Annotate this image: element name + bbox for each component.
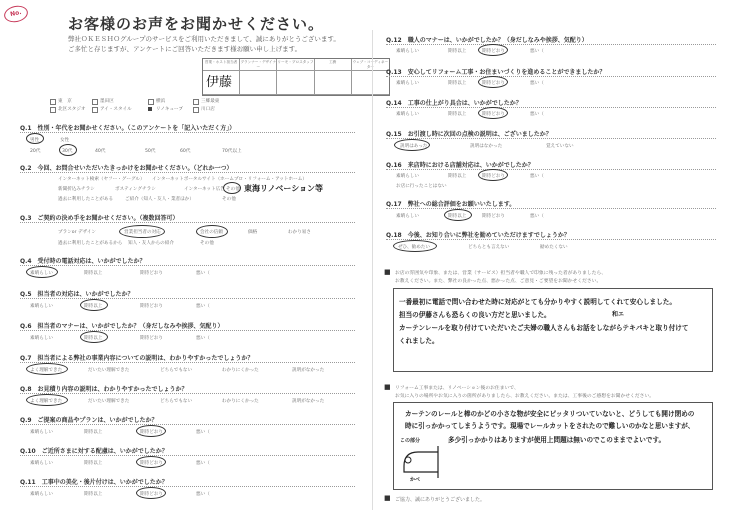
staff-header-sales: 営業・ホスト担当者: [203, 59, 240, 71]
q17-rule: [386, 208, 716, 209]
q5-option[interactable]: 期待どおり: [140, 304, 163, 309]
q4-option[interactable]: 期待どおり: [140, 271, 163, 276]
q10-circle: [136, 456, 166, 468]
staff-header-planner: プランナー・デザイナー: [240, 60, 277, 69]
comment2-line-3: 多少引っかかりはありますが使用上問題は無いのでこのままでよいです。: [448, 436, 666, 444]
q2-other-circle: [223, 182, 241, 194]
q12-option[interactable]: 素晴らしい: [396, 49, 419, 54]
q10-label: Q.10 ご近所さまに対する配慮は、いかがでしたか？: [20, 448, 168, 455]
q14-label: Q.14 工事の仕上がり具合は、いかがでしたか？: [386, 100, 522, 107]
staff-header-construction: 工務: [315, 59, 352, 71]
q13-rule: [386, 76, 716, 77]
q4-option[interactable]: 期待以上: [84, 271, 103, 276]
q14-option[interactable]: 悪い（: [530, 112, 544, 117]
region-checkbox[interactable]: [50, 99, 56, 105]
q3-option[interactable]: わかり易さ: [288, 230, 311, 235]
q8-option[interactable]: よく理解できた: [30, 399, 63, 404]
q12-option[interactable]: 悪い（: [530, 49, 544, 54]
q1-age-30[interactable]: 30代: [62, 149, 73, 154]
q6-option[interactable]: 期待以上: [84, 336, 103, 341]
sketch-caption: かべ: [410, 477, 421, 483]
q5-option[interactable]: 素晴らしい: [30, 304, 53, 309]
region-checkbox[interactable]: [148, 99, 154, 105]
comment2-line-2: 時に引っかかってしまうようです。現場でレールカットをされたので難しいのかなと思いますが、: [405, 422, 695, 430]
q8-option[interactable]: どちらでもない: [160, 399, 193, 404]
q3-label: Q.3 ご契約の決め手をお聞かせください。（複数回答可）: [20, 215, 179, 222]
q9-option[interactable]: 素晴らしい: [30, 430, 53, 435]
q17-option[interactable]: 期待以上: [448, 214, 467, 219]
q3-option[interactable]: 会社の信頼: [200, 230, 223, 235]
comment1-prompt-2: お教えください。また、弊社の良かった点、悪かった点、ご意見・ご要望をお聞かせください。: [395, 279, 602, 284]
q14-option[interactable]: 期待以上: [448, 112, 467, 117]
q13-option[interactable]: 素晴らしい: [396, 81, 419, 86]
q2-option[interactable]: その他: [222, 197, 236, 202]
q12-option[interactable]: 期待以上: [448, 49, 467, 54]
q9-circle: [136, 425, 166, 437]
q14-rule: [386, 107, 716, 108]
footer-bullet-icon: ■: [384, 494, 391, 502]
q5-circle: [80, 299, 108, 311]
staff-cell-planner: [240, 71, 277, 95]
q5-option[interactable]: 期待以上: [84, 304, 103, 309]
staff-header-coordinator: ウェブ・コーディネーター: [352, 60, 389, 69]
staff-table: [202, 58, 390, 96]
q16-circle: [478, 169, 508, 181]
comment1-line-1: 一番最初に電話で問い合わせた時に対応がとても分かりやすく説明してくれて安心しました。: [399, 298, 676, 306]
q10-rule: [20, 455, 355, 456]
q6-option[interactable]: 期待どおり: [140, 336, 163, 341]
q1-age-20[interactable]: 20代: [30, 149, 41, 154]
q1-age-50[interactable]: 50代: [145, 149, 156, 154]
q6-label: Q.6 担当者のマナーは、いかがでしたか？（身だしなみや挨拶、気配り）: [20, 323, 224, 330]
q10-option[interactable]: 悪い（: [196, 461, 210, 466]
comment1-bullet-icon: ■: [384, 268, 391, 276]
q7-circle: [26, 363, 68, 375]
q2-option[interactable]: 過去に利用したことがある: [58, 197, 114, 202]
q3-rule: [20, 222, 355, 223]
region-option: 墨田区: [100, 99, 114, 104]
page-title: お客様のお声をお聞かせください。: [68, 15, 325, 33]
q11-rule: [20, 486, 355, 487]
q7-option[interactable]: よく理解できた: [30, 368, 63, 373]
sketch-label: この部分: [400, 438, 421, 444]
q13-option[interactable]: 悪い（: [530, 81, 544, 86]
q13-option[interactable]: 期待どおり: [482, 81, 505, 86]
q1-age-60[interactable]: 60代: [180, 149, 191, 154]
region-checkbox[interactable]: [92, 99, 98, 105]
q4-label: Q.4 受付時の電話対応は、いかがでしたか？: [20, 258, 146, 265]
region-option: 川口店: [201, 107, 215, 112]
comment2-line-1: カーテンのレールと棒のかどの小さな物が安全にピッタリついていないと、どうしても開け閉めの: [405, 410, 695, 418]
q6-rule: [20, 330, 355, 331]
q4-option[interactable]: 素晴らしい: [30, 271, 53, 276]
region-option: 東 京: [58, 99, 72, 104]
q2-option[interactable]: インターネット広告: [184, 187, 225, 192]
intro-line-1: 弊社ＯＫＥＳＨＯグループのサービスをご利用いただきまして、誠にありがとうございます。: [68, 35, 340, 43]
comment1-line-2: 担当の伊藤さんも恐らくの良い方だと思いました。: [399, 311, 551, 319]
q17-option[interactable]: 素晴らしい: [396, 214, 419, 219]
q1-rule: [20, 132, 355, 133]
q11-option[interactable]: 期待以上: [84, 492, 103, 497]
q3-option[interactable]: 知人・友人からの紹介: [128, 241, 174, 246]
q12-circle: [478, 44, 508, 56]
q2-handwritten-answer: 東海リノベーション等: [244, 183, 324, 193]
survey-number-stamp: No.: [3, 4, 30, 25]
q15-label: Q.15 お引渡し時に次回の点検の説明は、ございましたか？: [386, 131, 552, 138]
q16-label: Q.16 来店時における店舗対応は、いかがでしたか？: [386, 162, 534, 169]
q1-gender-circle: [26, 133, 44, 144]
q7-option[interactable]: どちらでもない: [160, 368, 193, 373]
staff-sign-sales: 伊藤: [203, 71, 240, 95]
q7-rule: [20, 362, 355, 363]
comment1-line-3: カーテンレールを取り付けていただいたご夫婦の職人さんもお話をしながらテキパキと取り付けて: [399, 324, 689, 332]
q16-option[interactable]: 悪い（: [530, 174, 544, 179]
q13-circle: [478, 76, 508, 88]
q2-option[interactable]: インターネットポータルサイト（ホームプロ・リフォーム・アットホーム）: [152, 177, 307, 182]
q9-rule: [20, 424, 355, 425]
q7-label: Q.7 担当者による弊社の事業内容についての説明は、わかりやすかったでしょうか？: [20, 355, 254, 362]
q5-label: Q.5 担当者の対応は、いかがでしたか？: [20, 291, 134, 298]
q5-option[interactable]: 悪い（: [196, 304, 210, 309]
q1-gender-male[interactable]: 男性: [30, 138, 40, 143]
q3-circle-2: [196, 225, 228, 238]
region-checkbox[interactable]: [193, 99, 199, 105]
q3-option[interactable]: 営業担当者の対応: [124, 230, 161, 235]
q11-option[interactable]: 素晴らしい: [30, 492, 53, 497]
q13-option[interactable]: 期待以上: [448, 81, 467, 86]
q11-circle: [136, 487, 166, 499]
q16-option-no-visit[interactable]: お店に行ったことはない: [396, 184, 447, 189]
q3-option[interactable]: 価格: [248, 230, 258, 235]
q18-option[interactable]: ぜひ、勧めたい: [398, 245, 430, 250]
comment2-bullet-icon: ■: [384, 383, 391, 391]
region-option: 北区スタジオ: [58, 107, 86, 112]
staff-header-remo: リーモ・プロスタッフ: [277, 59, 314, 71]
q1-label: Q.1 性別・年代をお聞かせください。（このアンケートを「記入いただく方」）: [20, 125, 236, 132]
q17-option[interactable]: 悪い（: [530, 214, 544, 219]
q8-circle: [26, 394, 68, 406]
q1-gender-female[interactable]: 女性: [60, 138, 70, 143]
q11-option[interactable]: 期待どおり: [140, 492, 163, 497]
region-checkbox[interactable]: [193, 107, 199, 113]
q7-option[interactable]: だいたい理解できた: [88, 368, 130, 373]
q13-label: Q.13 安心してリフォーム工事・お住まいづくりを進めることができましたか？: [386, 69, 606, 76]
comment2-prompt-1: リフォーム工事または、リノベーション後のお住まいで、: [395, 386, 519, 391]
q16-option[interactable]: 素晴らしい: [396, 174, 419, 179]
q17-label: Q.17 弊社への総合評価をお願いいたします。: [386, 201, 516, 208]
q18-circle: [393, 240, 437, 252]
q10-option[interactable]: 期待以上: [84, 461, 103, 466]
q3-circle-1: [119, 225, 165, 238]
comment2-prompt-2: お気に入りの場所やお気に入りの箇所がありましたら、お教えください。または、工事後のご感想をお聞かせください。: [395, 394, 655, 399]
staff-cell-construction: [315, 71, 352, 95]
q15-option[interactable]: 説明はあった: [400, 144, 428, 149]
q11-option[interactable]: 悪い（: [196, 492, 210, 497]
q15-option[interactable]: 覚えていない: [546, 144, 574, 149]
q2-rule: [20, 172, 355, 173]
staff-cell-remo: [277, 71, 314, 95]
region-option: リノキューブ: [156, 107, 183, 112]
q1-age-40[interactable]: 40代: [95, 149, 106, 154]
q18-label: Q.18 今後、お知り合いに弊社を勧めていただけますでしょうか？: [386, 232, 570, 239]
q2-option[interactable]: インターネット検索（ヤフー・グーグル）: [58, 177, 145, 182]
q10-option[interactable]: 素晴らしい: [30, 461, 53, 466]
q15-option[interactable]: 説明はなかった: [470, 144, 503, 149]
q5-rule: [20, 298, 355, 299]
region-option: 横浜: [156, 99, 166, 104]
q2-label: Q.2 今回、お問合せいただいたきっかけをお聞かせください。（どれか一つ）: [20, 165, 233, 172]
q14-option[interactable]: 期待どおり: [482, 112, 505, 117]
comment1-prompt-1: お店の雰囲気や印象、または、営業（サービス）担当者や職人で印象に残った者がありましたら、: [395, 271, 607, 276]
q6-option[interactable]: 素晴らしい: [30, 336, 53, 341]
q4-option[interactable]: 悪い（: [196, 271, 210, 276]
comment1-aside: 和エ: [612, 311, 625, 318]
q8-label: Q.8 お見積り内容の説明は、わかりやすかったでしょうか？: [20, 386, 188, 393]
q2-option[interactable]: ポスティングチラシ: [115, 187, 156, 192]
q18-rule: [386, 239, 716, 240]
q11-label: Q.11 工事中の美化・後片付けは、いかがでしたか？: [20, 479, 168, 486]
q15-rule: [386, 138, 716, 139]
q8-option[interactable]: わかりにくかった: [222, 399, 259, 404]
q14-circle: [478, 107, 508, 119]
q7-option[interactable]: わかりにくかった: [222, 368, 259, 373]
q8-rule: [20, 393, 355, 394]
q9-option[interactable]: 期待以上: [84, 430, 103, 435]
q16-option[interactable]: 期待以上: [448, 174, 467, 179]
q18-option[interactable]: どちらとも言えない: [468, 245, 510, 250]
region-option: アイ・スタイル: [100, 107, 132, 112]
q15-circle: [394, 139, 430, 151]
q3-option[interactable]: 過去に利用したことがあるから: [58, 241, 123, 246]
q14-option[interactable]: 素晴らしい: [396, 112, 419, 117]
q1-age-70[interactable]: 70代以上: [222, 149, 242, 154]
q3-option[interactable]: その他: [200, 241, 214, 246]
staff-cell-coordinator: [352, 71, 389, 95]
q8-option[interactable]: だいたい理解できた: [88, 399, 130, 404]
q1-age-circle: [59, 144, 77, 156]
q12-option[interactable]: 期待どおり: [482, 49, 505, 54]
q17-circle: [444, 209, 472, 221]
region-checkbox[interactable]: [92, 107, 98, 113]
q4-circle: [26, 266, 58, 278]
q9-option[interactable]: 悪い（: [196, 430, 210, 435]
q12-label: Q.12 職人のマナーは、いかがでしたか？（身だしなみや挨拶、気配り）: [386, 37, 588, 44]
comment1-line-4: くれました。: [399, 337, 439, 345]
q6-circle: [80, 331, 108, 343]
q4-rule: [20, 265, 355, 266]
q9-option[interactable]: 期待どおり: [140, 430, 163, 435]
q10-option[interactable]: 期待どおり: [140, 461, 163, 466]
column-divider: [372, 30, 373, 510]
region-option: 三郷最東: [201, 99, 220, 104]
q16-rule: [386, 169, 716, 170]
q18-option[interactable]: 勧めたくない: [540, 245, 568, 250]
intro-line-2: ご多忙と存じますが、アンケートにご回答いただきます様お願い申し上げます。: [68, 45, 302, 53]
q6-option[interactable]: 悪い（: [196, 336, 210, 341]
q8-option[interactable]: 説明がなかった: [292, 399, 325, 404]
q9-label: Q.9 ご提案の商品やプランは、いかがでしたか？: [20, 417, 158, 424]
q12-rule: [386, 44, 716, 45]
q7-option[interactable]: 説明がなかった: [292, 368, 325, 373]
region-checkbox[interactable]: [50, 107, 56, 113]
q2-option[interactable]: ご紹介（知人・友人・業者ほか）: [125, 197, 194, 202]
q17-option[interactable]: 期待どおり: [482, 214, 505, 219]
q16-option[interactable]: 期待どおり: [482, 174, 505, 179]
footer-thanks: ご協力、誠にありがとうございました。: [395, 497, 486, 503]
q2-option[interactable]: 新聞折込みチラシ: [58, 187, 95, 192]
region-checkbox-checked[interactable]: [148, 107, 152, 111]
q3-option[interactable]: プランor デザイン: [58, 230, 96, 235]
q2-option-other[interactable]: その他: [226, 187, 240, 192]
